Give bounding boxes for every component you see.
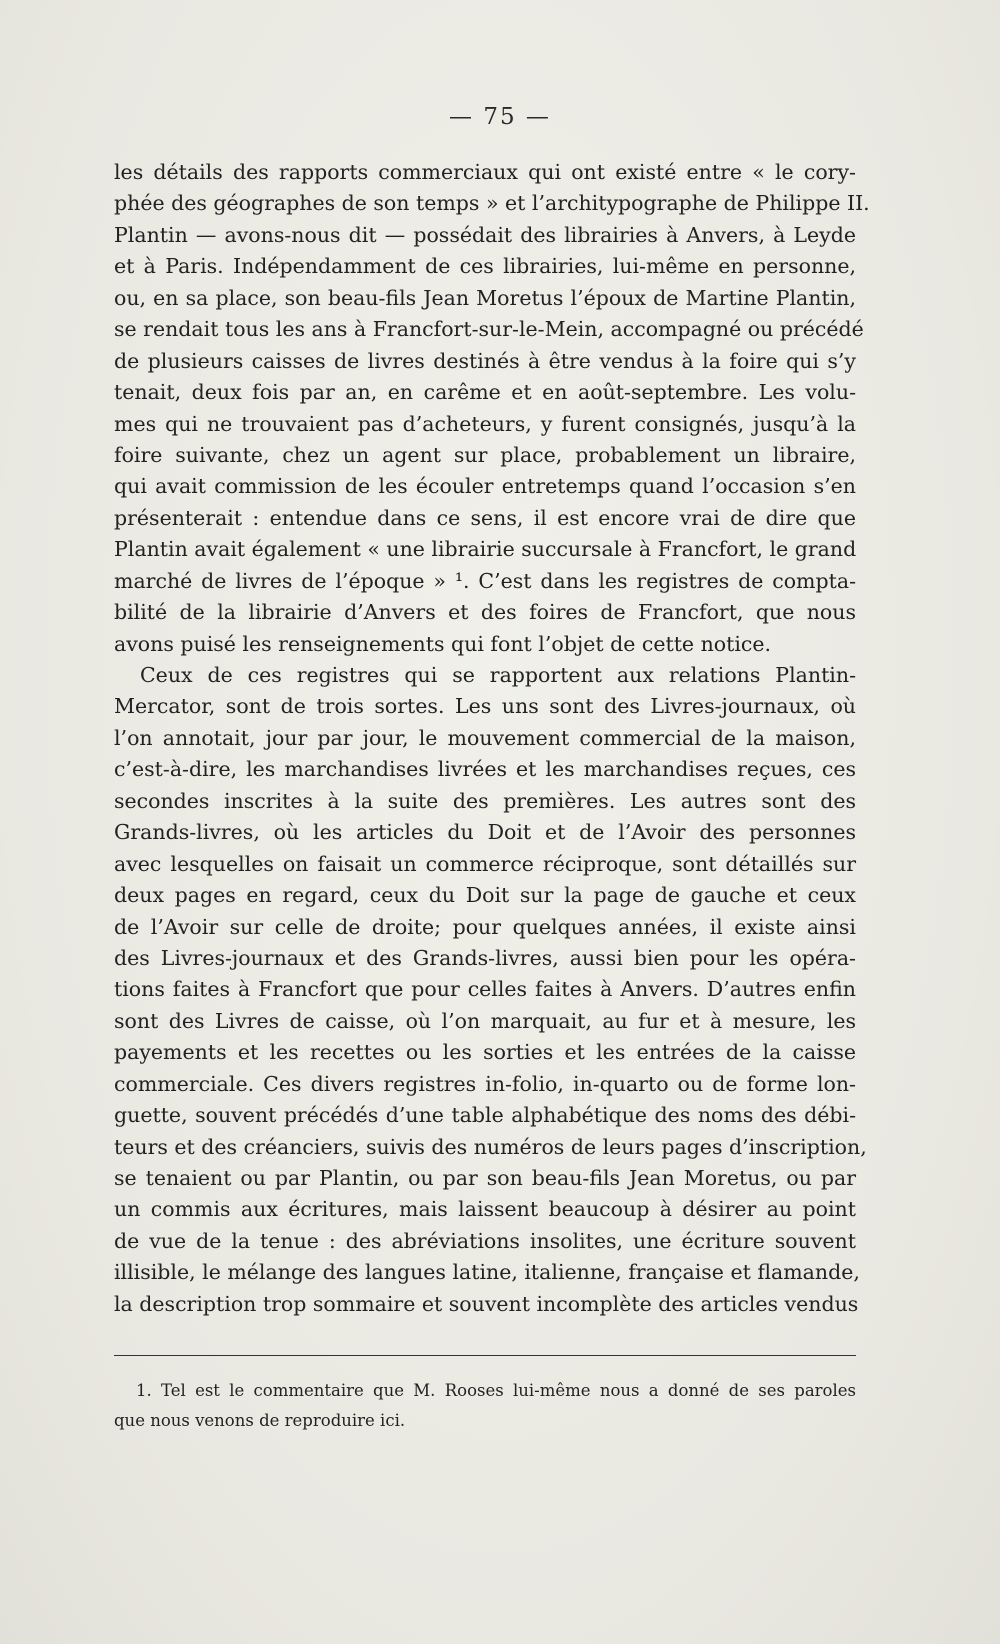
text-line: de plusieurs caisses de livres destinés à être vendus à la foire qui s’y [114,348,856,373]
text-line: de l’Avoir sur celle de droite; pour quelques années, il existe ainsi [114,914,856,939]
text-line: Plantin avait également « une librairie succursale à Francfort, le grand [114,537,857,562]
footnotes [114,1376,856,1436]
page-number: — 75 — [449,104,551,130]
text-line: Mercator, sont de trois sortes. Les uns sont des Livres-journaux, où [114,694,856,719]
footnote-line: 1. Tel est le commentaire que M. Rooses lui-même nous a donné de ses paroles [136,1381,856,1400]
text-line: Grands-livres, où les articles du Doit et de l’Avoir des personnes [114,820,856,845]
text-line: Plantin — avons-nous dit — possédait des librairies à Anvers, à Leyde [114,222,856,247]
text-line: qui avait commission de les écouler entretemps quand l’occasion s’en [114,474,856,499]
text-line: bilité de la librairie d’Anvers et des foires de Francfort, que nous [114,600,856,625]
text-line: illisible, le mélange des langues latine, italienne, française et flamande, [114,1260,860,1285]
text-line: guette, souvent précédés d’une table alphabétique des noms des débi- [114,1103,856,1128]
text-line: payements et les recettes ou les sorties et les entrées de la caisse [114,1040,856,1065]
body-text [114,157,870,1320]
text-line: avec lesquelles on faisait un commerce réciproque, sont détaillés sur [114,851,856,876]
text-line: se rendait tous les ans à Francfort-sur-le-Mein, accompagné ou précédé [114,317,864,342]
text-line: la description trop sommaire et souvent incomplète des articles vendus [114,1291,859,1316]
text-line: secondes inscrites à la suite des premières. Les autres sont des [114,788,856,813]
text-line: se tenaient ou par Plantin, ou par son beau-fils Jean Moretus, ou par [114,1166,856,1190]
text-line: commerciale. Ces divers registres in-folio, in-quarto ou de forme lon- [114,1071,856,1096]
text-line: teurs et des créanciers, suivis des numéros de leurs pages d’inscription, [114,1134,867,1159]
text-line: un commis aux écritures, mais laissent beaucoup à désirer au point [114,1197,856,1222]
text-line: sont des Livres de caisse, où l’on marquait, au fur et à mesure, les [114,1008,856,1033]
text-line: c’est-à-dire, les marchandises livrées et les marchandises reçues, ces [114,757,856,782]
text-line: marché de livres de l’époque » ¹. C’est dans les registres de compta- [114,568,856,593]
text-line: deux pages en regard, ceux du Doit sur la page de gauche et ceux [114,883,856,908]
footnote-line: que nous venons de reproduire ici. [114,1411,406,1430]
text-line: de vue de la tenue : des abréviations insolites, une écriture souvent [114,1228,856,1253]
text-line: mes qui ne trouvaient pas d’acheteurs, y furent consignés, jusqu’à la [114,411,856,436]
text-line: avons puisé les renseignements qui font l’objet de cette notice. [114,631,772,656]
text-line: foire suivante, chez un agent sur place, probablement un libraire, [114,442,856,467]
text-line: les détails des rapports commerciaux qui ont existé entre « le cory- [114,160,856,184]
text-line: présenterait : entendue dans ce sens, il est encore vrai de dire que [114,505,856,530]
text-line: l’on annotait, jour par jour, le mouvement commercial de la maison, [114,725,856,750]
text-line: et à Paris. Indépendamment de ces librairies, lui-même en personne, [114,254,856,279]
text-line: ou, en sa place, son beau-fils Jean Moretus l’époux de Martine Plantin, [114,285,856,310]
footnote-divider [114,1355,856,1356]
text-line: tenait, deux fois par an, en carême et en août-septembre. Les volu- [114,380,856,405]
text-line: des Livres-journaux et des Grands-livres, aussi bien pour les opéra- [114,945,856,970]
text-line: Ceux de ces registres qui se rapportent aux relations Plantin- [140,663,856,687]
text-line: tions faites à Francfort que pour celles faites à Anvers. D’autres enfin [114,977,856,1002]
text-line: phée des géographes de son temps » et l’architypographe de Philippe II. [114,191,870,216]
